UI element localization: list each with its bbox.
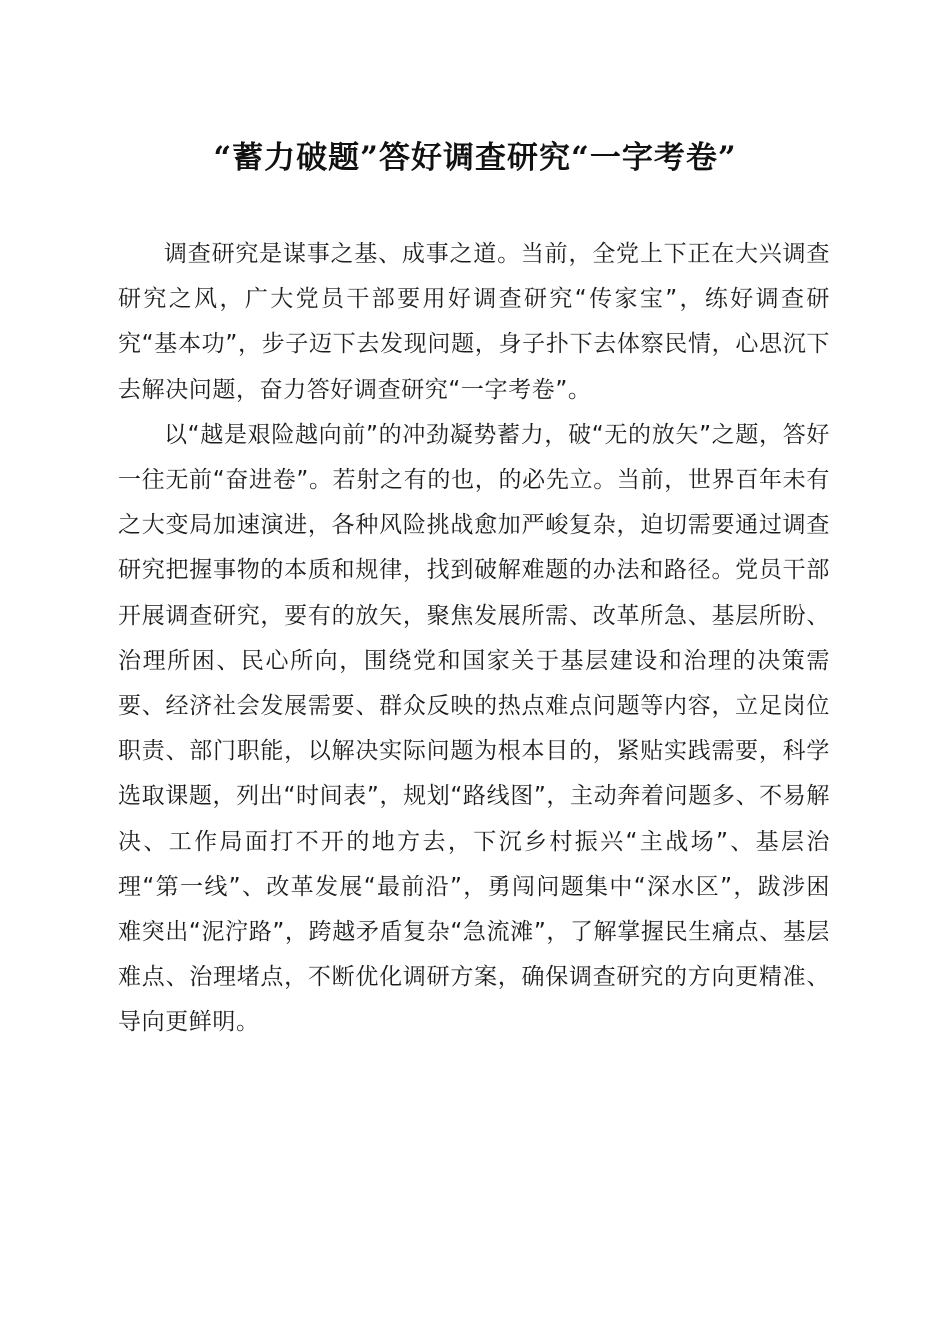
paragraph-intro: 调查研究是谋事之基、成事之道。当前，全党上下正在大兴调查研究之风，广大党员干部要用好调查研究“传家宝”，练好调查研究“基本功”，步子迈下去发现问题，身子扑下去体察民情，心思沉下去解决问题，奋力答好调查研究“一字考卷”。 <box>118 241 830 403</box>
document-body <box>118 232 830 1046</box>
document-title: “蓄力破题”答好调查研究“一字考卷” <box>213 140 737 176</box>
paragraph-main: 以“越是艰险越向前”的冲劲凝势蓄力，破“无的放矢”之题，答好一往无前“奋进卷”。若射之有的也，的必先立。当前，世界百年未有之大变局加速演进，各种风险挑战愈加严峻复杂，迫切需要通过调查研究把握事物的本质和规律，找到破解难题的办法和路径。党员干部开展调查研究，要有的放矢，聚焦发展所需、改革所急、基层所盼、治理所困、民心所向，围绕党和国家关于基层建设和治理的决策需要、经济社会发展需要、群众反映的热点难点问题等内容，立足岗位职责、部门职能，以解决实际问题为根本目的，紧贴实践需要，科学选取课题，列出“时间表”，规划“路线图”，主动奔着问题多、不易解决、工作局面打不开的地方去，下沉乡村振兴“主战场”、基层治理“第一线”、改革发展“最前沿”，勇闯问题集中“深水区”，跋涉困难突出“泥泞路”，跨越矛盾复杂“急流滩”，了解掌握民生痛点、基层难点、治理堵点，不断优化调研方案，确保调查研究的方向更精准、导向更鲜明。 <box>118 421 830 1036</box>
